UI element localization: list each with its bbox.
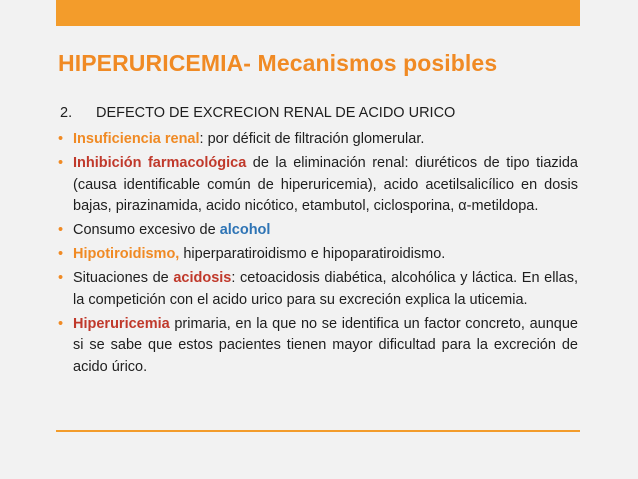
bullet-icon: • — [58, 270, 64, 286]
top-accent-bar — [56, 0, 580, 26]
bottom-accent-line — [56, 430, 580, 432]
bullet-icon: • — [58, 315, 64, 332]
item-text: Situaciones de — [73, 270, 174, 286]
slide-title: HIPERURICEMIA- Mecanismos posibles — [58, 50, 498, 76]
bullet-icon: • — [58, 246, 64, 262]
item-text: : cetoacidosis diabética, alcohólica y láctica. En ellas, la competición con el acido urico para su excreción explica la uticemia. — [73, 270, 578, 308]
section-number: 2. — [60, 105, 73, 121]
list-item-inhibicion-farmacologica — [58, 153, 578, 218]
section-heading — [60, 105, 455, 121]
bullet-icon: • — [58, 131, 64, 147]
item-text: hiperparatiroidismo e hipoparatiroidismo. — [179, 246, 446, 262]
keyword: alcohol — [219, 222, 271, 238]
keyword: Inhibición farmacológica — [73, 155, 247, 171]
mechanism-list — [58, 129, 578, 381]
bullet-icon: • — [58, 222, 64, 238]
list-item-insuficiencia-renal — [58, 129, 578, 151]
list-item-hiperuricemia-primaria — [58, 314, 578, 379]
list-item-hipotiroidismo — [58, 244, 578, 266]
item-text: Consumo excesivo de — [73, 222, 220, 238]
keyword: Hiperuricemia — [73, 315, 170, 332]
keyword: Hipotiroidismo, — [73, 246, 180, 262]
item-text: de la eliminación renal: diuréticos de tipo tiazida (causa identificable común de hiperuricemia), acido acetilsalicílico en dosis bajas, pirazinamida, acido nicótico, etambutol, ciclosporina, α-metildopa. — [73, 155, 578, 214]
list-item-alcohol — [58, 220, 578, 242]
keyword: acidosis — [173, 270, 232, 286]
item-text: : por déficit de filtración glomerular. — [199, 131, 425, 147]
list-item-acidosis — [58, 268, 578, 311]
section-heading-text: DEFECTO DE EXCRECION RENAL DE ACIDO URICO — [96, 105, 456, 121]
item-text: primaria, en la que no se identifica un factor concreto, aunque si se sabe que estos pacientes tienen mayor dificultad para la excreción de acido úrico. — [73, 315, 578, 375]
bullet-icon: • — [58, 155, 64, 171]
keyword: Insuficiencia renal — [73, 131, 200, 147]
